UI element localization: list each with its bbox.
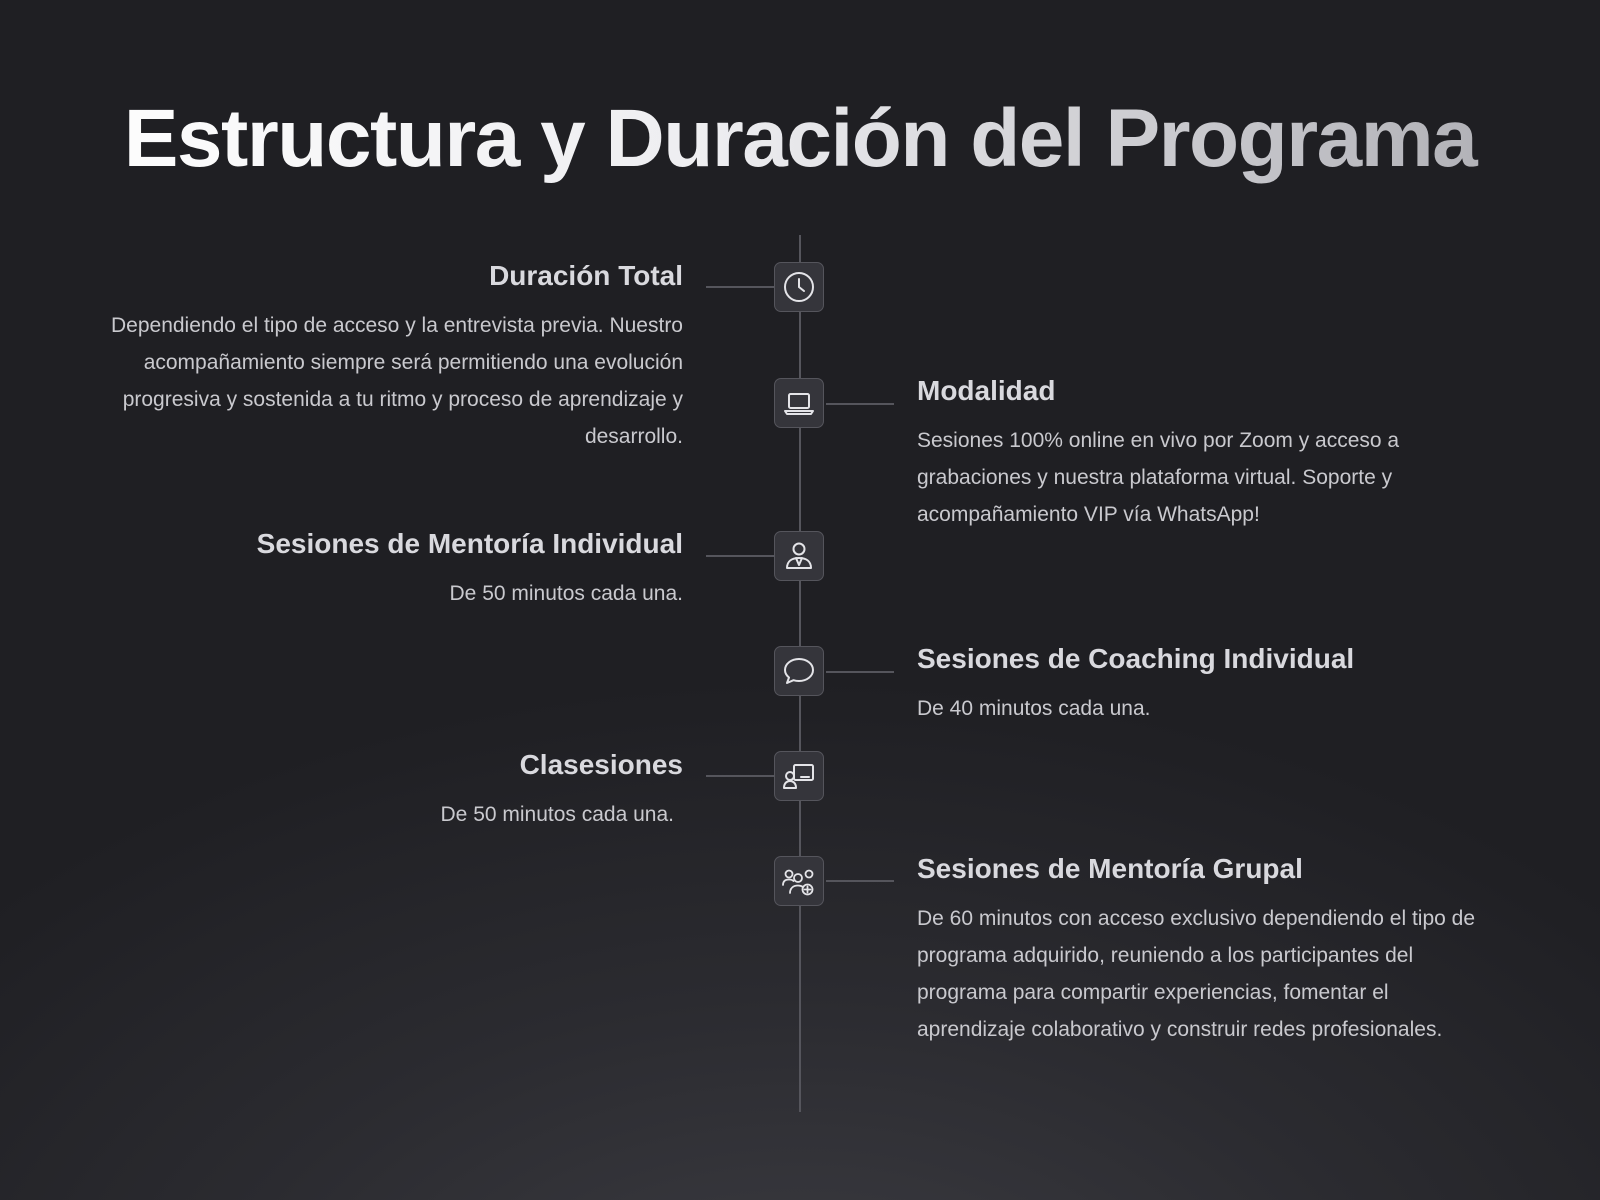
timeline-item-individual-mentoring — [103, 526, 683, 612]
laptop-icon — [781, 385, 817, 421]
timeline-node-modality — [774, 378, 824, 428]
item-title: Sesiones de Mentoría Grupal — [917, 853, 1303, 884]
item-text: De 50 minutos cada una. — [449, 582, 683, 605]
timeline-item-group-mentoring — [917, 851, 1497, 1048]
item-title: Clasesiones — [519, 749, 683, 780]
chat-bubble-icon — [781, 653, 817, 689]
connector-line — [706, 555, 774, 557]
group-add-icon — [781, 863, 817, 899]
timeline-item-duration — [103, 258, 683, 455]
item-text: De 50 minutos cada una. — [440, 803, 674, 826]
item-title: Duración Total — [489, 260, 683, 291]
timeline-node-individual-mentoring — [774, 531, 824, 581]
item-text: De 60 minutos con acceso exclusivo dependiendo el tipo de programa adquirido, reuniendo a los participantes del programa para compartir experiencias, fomentar el aprendizaje colaborativo y construir redes profesionales. — [917, 907, 1476, 1041]
timeline-node-individual-coaching — [774, 646, 824, 696]
timeline-item-clasesiones — [103, 747, 683, 833]
timeline-node-duration — [774, 262, 824, 312]
presentation-icon — [781, 758, 817, 794]
timeline-item-individual-coaching — [917, 641, 1497, 727]
timeline-item-modality — [917, 373, 1497, 533]
item-title: Sesiones de Mentoría Individual — [256, 528, 683, 559]
connector-line — [706, 775, 774, 777]
connector-line — [826, 403, 894, 405]
clock-icon — [781, 269, 817, 305]
item-title: Sesiones de Coaching Individual — [917, 643, 1355, 674]
mentor-icon — [781, 538, 817, 574]
item-text: De 40 minutos cada una. — [917, 697, 1151, 720]
connector-line — [826, 671, 894, 673]
connector-line — [706, 286, 774, 288]
timeline-node-clasesiones — [774, 751, 824, 801]
page-title: Estructura y Duración del Programa — [0, 92, 1600, 186]
item-text: Dependiendo el tipo de acceso y la entrevista previa. Nuestro acompañamiento siempre será permitiendo una evolución progresiva y sostenida a tu ritmo y proceso de aprendizaje y desarrollo. — [110, 314, 683, 448]
item-text: Sesiones 100% online en vivo por Zoom y acceso a grabaciones y nuestra plataforma virtual. Soporte y acompañamiento VIP vía WhatsApp! — [917, 429, 1400, 526]
timeline-node-group-mentoring — [774, 856, 824, 906]
connector-line — [826, 880, 894, 882]
item-title: Modalidad — [917, 375, 1056, 406]
